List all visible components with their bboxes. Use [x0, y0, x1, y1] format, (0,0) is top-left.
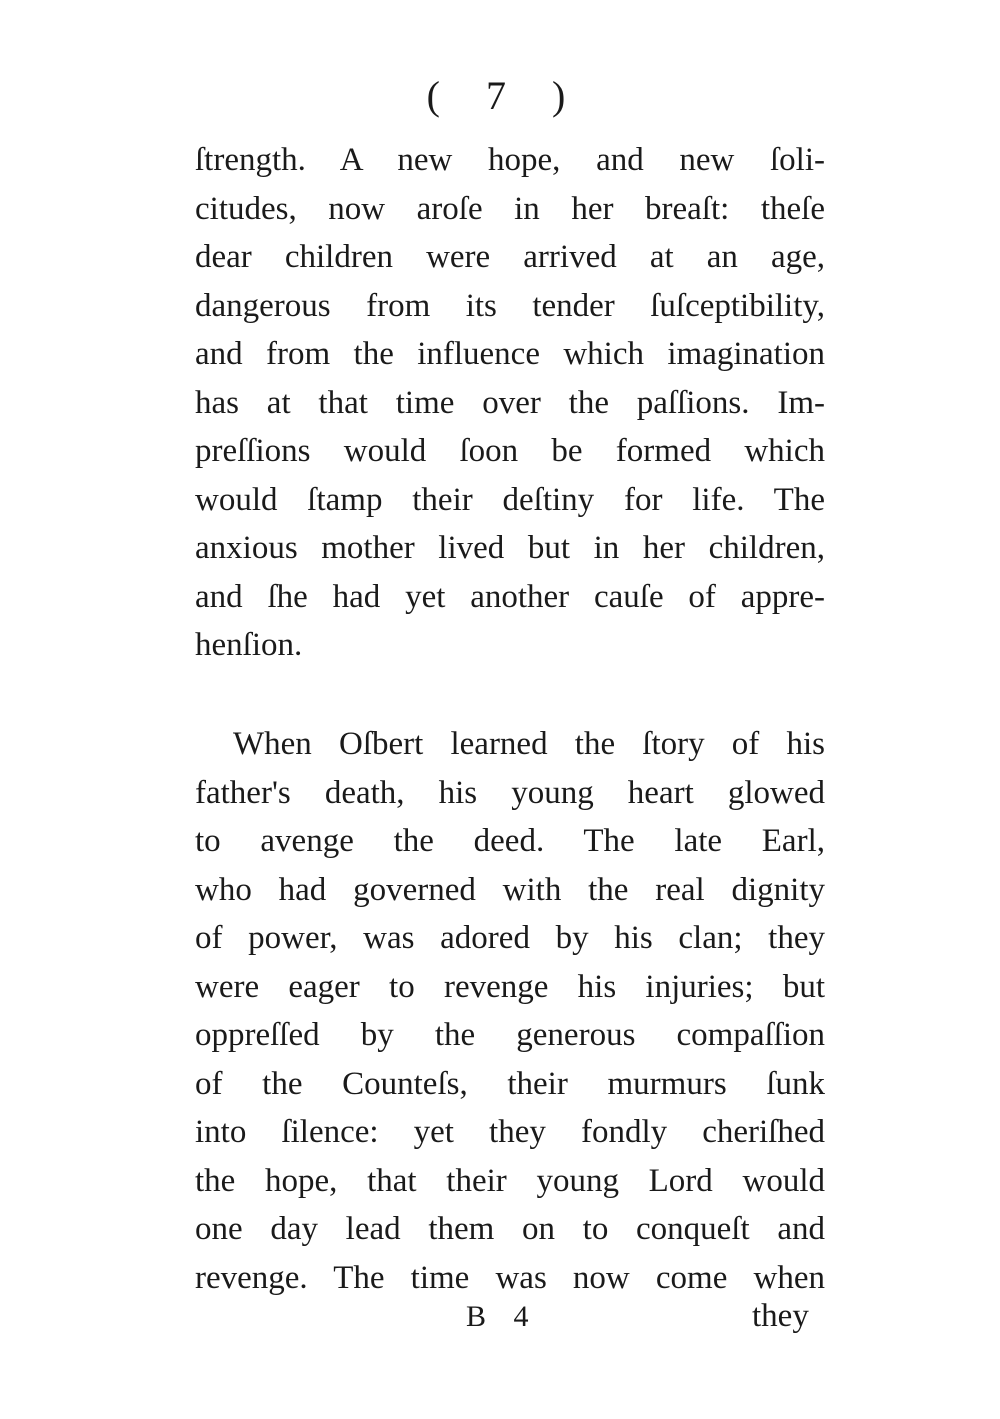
- text-line: would ſtamp their deſtiny for life. The: [195, 481, 825, 518]
- text-line: the hope, that their young Lord would: [195, 1162, 825, 1199]
- text-line: dangerous from its tender ſuſceptibility,: [195, 287, 825, 324]
- text-line: citudes, now aroſe in her breaſt: theſe: [195, 190, 825, 227]
- text-line: has at that time over the paſſions. Im-: [195, 384, 825, 421]
- text-line: were eager to revenge his injuries; but: [195, 968, 825, 1005]
- text-line: who had governed with the real dignity: [195, 871, 825, 908]
- text-line: and ſhe had yet another cauſe of appre-: [195, 578, 825, 615]
- text-line: and from the influence which imagination: [195, 336, 825, 372]
- text-line: to avenge the deed. The late Earl,: [195, 823, 825, 859]
- text-line: father's death, his young heart glowed: [195, 774, 825, 811]
- text-line: ſtrength. A new hope, and new ſoli-: [195, 142, 825, 178]
- page-number: ( 7 ): [426, 73, 584, 118]
- catchword: they: [752, 1298, 809, 1334]
- text-line: dear children were arrived at an age,: [195, 239, 825, 275]
- text-line: one day lead them on to conqueſt and: [195, 1211, 825, 1247]
- text-line: of the Counteſs, their murmurs ſunk: [195, 1065, 825, 1102]
- text-line: anxious mother lived but in her children,: [195, 530, 825, 566]
- text-line: into ſilence: yet they fondly cheriſhed: [195, 1114, 825, 1150]
- text-line: oppreſſed by the generous compaſſion: [195, 1017, 825, 1053]
- text-line: henſion.: [195, 627, 303, 663]
- signature-mark: B 4: [466, 1300, 539, 1333]
- text-line: When Oſbert learned the ſtory of his: [233, 726, 825, 762]
- paragraph-1: [195, 136, 825, 670]
- text-line: preſſions would ſoon be formed which: [195, 433, 825, 469]
- text-line: revenge. The time was now come when: [195, 1259, 825, 1296]
- text-line: of power, was adored by his clan; they: [195, 920, 825, 956]
- paragraph-2: [195, 720, 825, 1302]
